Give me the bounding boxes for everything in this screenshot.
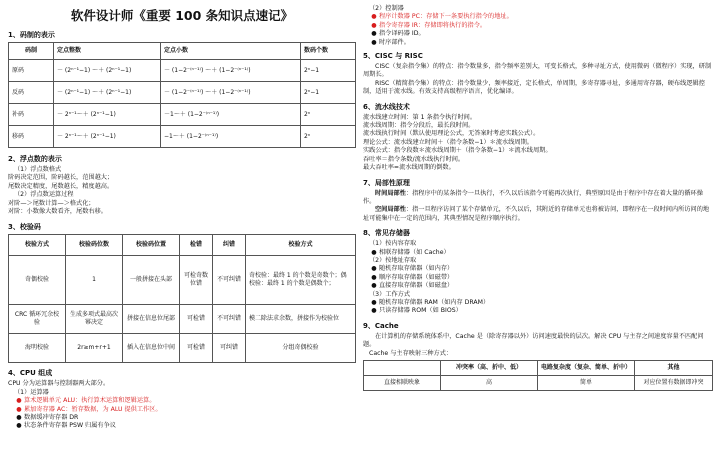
table-cell: 海明校验 bbox=[9, 334, 66, 363]
table-header: 校验码位数 bbox=[66, 235, 123, 256]
code-table bbox=[8, 42, 356, 148]
list-item bbox=[363, 282, 713, 290]
section-3-heading: 3、校验码 bbox=[8, 223, 41, 232]
bullet-icon: ● bbox=[371, 248, 377, 256]
table-cell: 可检错 bbox=[180, 305, 213, 334]
table-cell: 一般拼接在头部 bbox=[123, 256, 180, 305]
table-cell: −1～＋ (1−2⁻⁽ⁿ⁻¹⁾) bbox=[161, 126, 301, 148]
text-line: （2）按地址存取 bbox=[369, 256, 417, 264]
text-line: CPU 分为运算器与控制器两大部分。 bbox=[8, 380, 110, 388]
table-cell: 2ⁿ bbox=[301, 126, 356, 148]
table-header: 校验方式 bbox=[246, 235, 356, 256]
text-line: 流水线执行时间（默认使用理论公式，无答案时考虑实践公式）。 bbox=[363, 130, 540, 138]
table-cell: 可纠错 bbox=[213, 334, 246, 363]
text-line: 尾数决定精度，尾数越长，精度越高。 bbox=[8, 182, 114, 190]
bullet-icon: ● bbox=[371, 298, 377, 306]
section-9-heading: 9、Cache bbox=[363, 321, 399, 330]
list-item bbox=[8, 422, 356, 430]
cache-table bbox=[363, 360, 713, 391]
table-cell: 不可纠错 bbox=[213, 256, 246, 305]
list-item-text: 累加寄存器 AC：暂存数据，为 ALU 提供工作区。 bbox=[24, 405, 162, 413]
table-cell: 可检错 bbox=[180, 334, 213, 363]
list-item-text: 指令译码器 ID。 bbox=[379, 30, 425, 38]
text-line: CISC（复杂指令集）的特点：指令数量多，指令频率差别大，可变长格式，多种寻址方式，使用微码（微程序）实现，研制周期长。 bbox=[363, 63, 712, 79]
table-header: 定点整数 bbox=[54, 43, 161, 60]
text-line: 流水线周期：指令分段后，最长段时间。 bbox=[363, 122, 475, 130]
list-item-text: 只读存储器 ROM（如 BIOS） bbox=[379, 307, 462, 315]
table-cell: － (2ⁿ⁻¹−1) ～＋ (2ⁿ⁻¹−1) bbox=[54, 60, 161, 82]
text-line bbox=[363, 190, 713, 207]
text-line: （2）控制器 bbox=[369, 5, 404, 12]
bullet-icon: ● bbox=[371, 307, 377, 315]
table-header: 校验方式 bbox=[9, 235, 66, 256]
text-line: 理论公式：流水线建立时间＋（指令条数−1）＊流水线周期。 bbox=[363, 138, 533, 146]
section-8-heading: 8、常见存储器 bbox=[363, 229, 410, 238]
table-header-row bbox=[9, 43, 356, 60]
table-cell: 1 bbox=[66, 256, 123, 305]
bullet-icon: ● bbox=[16, 422, 22, 430]
table-cell: 生成多项式最高次幂决定 bbox=[66, 305, 123, 334]
left-column bbox=[8, 0, 356, 431]
section-6-heading: 6、流水线技术 bbox=[363, 102, 410, 111]
table-cell: 奇校验：最终 1 的个数是奇数个；偶校验：最终 1 的个数是偶数个； bbox=[246, 256, 356, 305]
list-item bbox=[8, 406, 356, 414]
table-cell: CRC 循环冗余校验 bbox=[9, 305, 66, 334]
bullet-icon: ● bbox=[16, 414, 22, 422]
list-item-text: 随机存取存储器 RAM（如内存 DRAM） bbox=[379, 298, 490, 306]
bullet-icon: ● bbox=[371, 21, 377, 29]
table-header: 数码个数 bbox=[301, 43, 356, 60]
table-row bbox=[9, 82, 356, 104]
table-header-row bbox=[364, 361, 713, 376]
list-item bbox=[363, 13, 713, 21]
section-2-heading: 2、浮点数的表示 bbox=[8, 155, 62, 163]
table-cell: 分组奇偶校验 bbox=[246, 334, 356, 363]
term-label: 空间局部性 bbox=[375, 206, 406, 214]
text-line: （1）运算器 bbox=[14, 388, 49, 396]
bullet-icon: ● bbox=[16, 405, 22, 413]
table-cell: 高 bbox=[441, 376, 538, 391]
table-row bbox=[364, 376, 713, 391]
list-item bbox=[363, 39, 713, 47]
table-header: 检错 bbox=[180, 235, 213, 256]
bullet-icon: ● bbox=[371, 265, 377, 273]
table-cell: 2ⁿ−1 bbox=[301, 60, 356, 82]
table-cell: 奇偶校验 bbox=[9, 256, 66, 305]
section-4-heading: 4、CPU 组成 bbox=[8, 369, 53, 378]
bullet-icon: ● bbox=[371, 273, 377, 281]
page-title: 软件设计师《重要 100 条知识点速记》 bbox=[70, 8, 294, 23]
list-item-text: 算术逻辑单元 ALU：执行算术运算和逻辑运算。 bbox=[24, 397, 156, 405]
table-cell: 2r≥m+r+1 bbox=[66, 334, 123, 363]
text-line: 对阶—＞尾数计算—＞格式化； bbox=[8, 199, 95, 207]
table-header: 校验码位置 bbox=[123, 235, 180, 256]
table-cell: － 2ⁿ⁻¹～＋ (2ⁿ⁻¹−1) bbox=[54, 104, 161, 126]
table-cell: 反码 bbox=[9, 82, 54, 104]
table-cell: 简单 bbox=[538, 376, 635, 391]
text-line: 对阶：小数像大数看齐，尾数右移。 bbox=[8, 208, 107, 216]
text-line: 吞吐率＝指令条数/流水线执行时间。 bbox=[363, 155, 465, 163]
text-line: Cache 与主存映射三种方式： bbox=[369, 349, 453, 357]
table-cell: 可检奇数位错 bbox=[180, 256, 213, 305]
bullet-icon: ● bbox=[371, 282, 377, 290]
list-item-text: 相联存储器（如 Cache） bbox=[379, 248, 450, 256]
list-item bbox=[363, 30, 713, 38]
list-item-text: 程序计数器 PC：存储下一条要执行指令的地址。 bbox=[379, 13, 513, 21]
term-text: ：指程序中的某条指令一旦执行，不久以后该指令可能再次执行，典型原因是由于程序中存在着大量的循环操作。 bbox=[363, 189, 703, 205]
section-5-heading: 5、CISC 与 RISC bbox=[363, 52, 423, 61]
text-line bbox=[363, 206, 713, 223]
table-row bbox=[9, 305, 356, 334]
table-cell: 原码 bbox=[9, 60, 54, 82]
term-text: ：指一旦程序访问了某个存储单元，不久以后，其附近的存储单元也将被访问，即程序在一段时间内所访问的地址可能集中在一定的范围内，其典型情况是程序顺序执行。 bbox=[363, 206, 710, 222]
table-cell: － (2ⁿ⁻¹−1) ～＋ (2ⁿ⁻¹−1) bbox=[54, 82, 161, 104]
table-row bbox=[9, 334, 356, 363]
table-row bbox=[9, 256, 356, 305]
table-cell: 直接相联映象 bbox=[364, 376, 441, 391]
list-item-text: 时序部件。 bbox=[379, 38, 410, 46]
text-line: （2）浮点数运算过程 bbox=[14, 191, 74, 199]
table-header: 电路复杂度（复杂、简单、折中） bbox=[538, 361, 635, 376]
bullet-icon: ● bbox=[371, 30, 377, 38]
bullet-icon: ● bbox=[16, 397, 22, 405]
text-line: 实践公式：指令段数＊流水线周期＋（指令条数−1）＊流水线周期。 bbox=[363, 147, 552, 155]
list-item bbox=[8, 397, 356, 405]
section-7-heading: 7、局部性原理 bbox=[363, 178, 410, 187]
table-cell: 2ⁿ−1 bbox=[301, 82, 356, 104]
table-header-row bbox=[9, 235, 356, 256]
text-line: 阶码决定范围，阶码越长，范围越大； bbox=[8, 174, 114, 182]
table-header bbox=[364, 361, 441, 376]
term-label: 时间局部性 bbox=[375, 189, 406, 197]
text-line: （1）按内容存取 bbox=[369, 240, 417, 248]
table-header: 码制 bbox=[9, 43, 54, 60]
bullet-icon: ● bbox=[371, 13, 377, 21]
table-row bbox=[9, 60, 356, 82]
list-item bbox=[363, 265, 713, 273]
table-row bbox=[9, 104, 356, 126]
text-line: （3）工作方式 bbox=[369, 290, 411, 298]
list-item-text: 状态条件寄存器 PSW 归属有争议 bbox=[24, 422, 116, 430]
table-cell: －1～＋ (1−2⁻⁽ⁿ⁻¹⁾) bbox=[161, 104, 301, 126]
list-item-text: 随机存取存储器（如内存） bbox=[379, 265, 454, 273]
table-cell: 对应位置有数据即冲突 bbox=[635, 376, 713, 391]
table-header: 纠错 bbox=[213, 235, 246, 256]
table-row bbox=[9, 126, 356, 148]
list-item-text: 顺序存取存储器（如磁带） bbox=[379, 273, 454, 281]
list-item-text: 数据缓冲寄存器 DR bbox=[24, 414, 79, 422]
table-cell: 插入在信息位中间 bbox=[123, 334, 180, 363]
text-line: （1）浮点数格式 bbox=[14, 166, 62, 173]
table-cell: － 2ⁿ⁻¹～＋ (2ⁿ⁻¹−1) bbox=[54, 126, 161, 148]
section-1-heading: 1、码制的表示 bbox=[8, 31, 55, 39]
table-cell: － (1−2⁻⁽ⁿ⁻¹⁾) ～＋ (1−2⁻⁽ⁿ⁻¹⁾) bbox=[161, 60, 301, 82]
list-item-text: 指令寄存器 IR：存储即将执行的指令。 bbox=[379, 21, 487, 29]
table-cell: － (1−2⁻⁽ⁿ⁻¹⁾) ～＋ (1−2⁻⁽ⁿ⁻¹⁾) bbox=[161, 82, 301, 104]
text-line: 流水线建立时间：第 1 条指令执行时间。 bbox=[363, 113, 477, 121]
list-item bbox=[363, 22, 713, 30]
table-header: 冲突率（高、折中、低） bbox=[441, 361, 538, 376]
text-line: 最大吞吐率=流水线周期的倒数。 bbox=[363, 164, 455, 172]
right-column bbox=[363, 5, 713, 391]
text-line: RISC（精简指令集）的特点：指令数量少，频率接近，定长格式，单周期，多寄存器寻址，多通用寄存器，硬布线逻辑控制，适用于流水线。有效支持高级程序语言，优化编译。 bbox=[363, 79, 705, 96]
check-code-table bbox=[8, 234, 356, 363]
list-item-text: 直接存取存储器（如磁盘） bbox=[379, 282, 454, 290]
table-cell: 2ⁿ bbox=[301, 104, 356, 126]
table-cell: 补码 bbox=[9, 104, 54, 126]
table-header: 定点小数 bbox=[161, 43, 301, 60]
table-cell: 不可纠错 bbox=[213, 305, 246, 334]
table-cell: 移码 bbox=[9, 126, 54, 148]
bullet-icon: ● bbox=[371, 38, 377, 46]
table-cell: 模二除法求余数，拼接作为校验位 bbox=[246, 305, 356, 334]
text-line: 在计算机的存储系统体系中，Cache 是（除寄存器以外）访问速度最快的层次。解决 CPU 与主存之间速度容量不匹配问题。 bbox=[363, 332, 704, 349]
list-item bbox=[363, 307, 713, 315]
table-header: 其他 bbox=[635, 361, 713, 376]
list-item bbox=[363, 249, 713, 257]
table-cell: 拼接在信息位尾部 bbox=[123, 305, 180, 334]
list-item bbox=[363, 274, 713, 282]
